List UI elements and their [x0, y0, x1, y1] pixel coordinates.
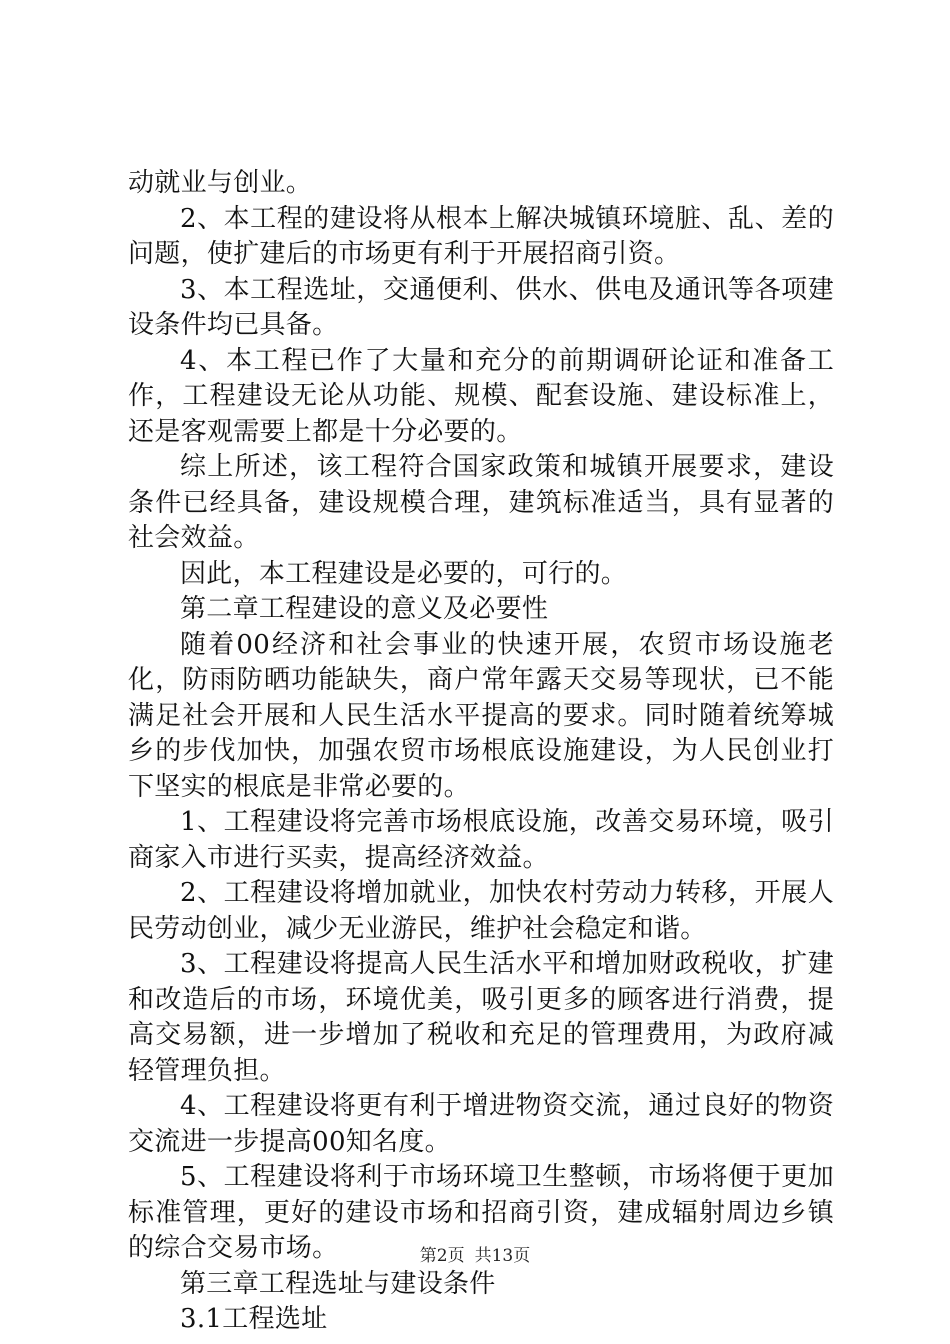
paragraph: 4、工程建设将更有利于增进物资交流，通过良好的物资交流进一步提高00知名度。	[128, 1091, 834, 1157]
paragraph: 4、本工程已作了大量和充分的前期调研论证和准备工作，工程建设无论从功能、规模、配套设施、建设标准上，还是客观需要上都是十分必要的。	[128, 345, 834, 447]
paragraph: 因此，本工程建设是必要的，可行的。	[180, 558, 628, 589]
chapter-heading: 第三章工程选址与建设条件	[180, 1268, 496, 1299]
page-number: 第2页	[419, 1246, 465, 1266]
paragraph: 随着00经济和社会事业的快速开展，农贸市场设施老化，防雨防晒功能缺失，商户常年露天交易等现状，已不能满足社会开展和人民生活水平提高的要求。同时随着统筹城乡的步伐加快，加强农贸市场根底设施建设，为人民创业打下坚实的根底是非常必要的。	[128, 629, 834, 802]
paragraph: 2、本工程的建设将从根本上解决城镇环境脏、乱、差的问题，使扩建后的市场更有利于开展招商引资。	[128, 203, 834, 269]
chapter-heading: 第二章工程建设的意义及必要性	[180, 594, 549, 624]
document-body	[128, 166, 834, 1338]
page-footer	[0, 1245, 950, 1267]
section-heading: 3.1工程选址	[180, 1304, 328, 1334]
paragraph: 动就业与创业。	[128, 168, 313, 198]
page-total: 共13页	[474, 1246, 531, 1266]
paragraph: 综上所述，该工程符合国家政策和城镇开展要求，建设条件已经具备，建设规模合理，建筑标准适当，具有显著的社会效益。	[128, 452, 834, 553]
paragraph: 5、工程建设将利于市场环境卫生整顿，市场将便于更加标准管理，更好的建设市场和招商引资，建成辐射周边乡镇的综合交易市场。	[128, 1162, 834, 1263]
paragraph: 3、本工程选址，交通便利、供水、供电及通讯等各项建设条件均已具备。	[128, 274, 834, 340]
paragraph: 3、工程建设将提高人民生活水平和增加财政税收，扩建和改造后的市场，环境优美，吸引更多的顾客进行消费，提高交易额，进一步增加了税收和充足的管理费用，为政府减轻管理负担。	[128, 949, 834, 1086]
paragraph: 2、工程建设将增加就业，加快农村劳动力转移，开展人民劳动创业，减少无业游民，维护社会稳定和谐。	[128, 878, 834, 944]
paragraph: 1、工程建设将完善市场根底设施，改善交易环境，吸引商家入市进行买卖，提高经济效益。	[128, 807, 834, 873]
